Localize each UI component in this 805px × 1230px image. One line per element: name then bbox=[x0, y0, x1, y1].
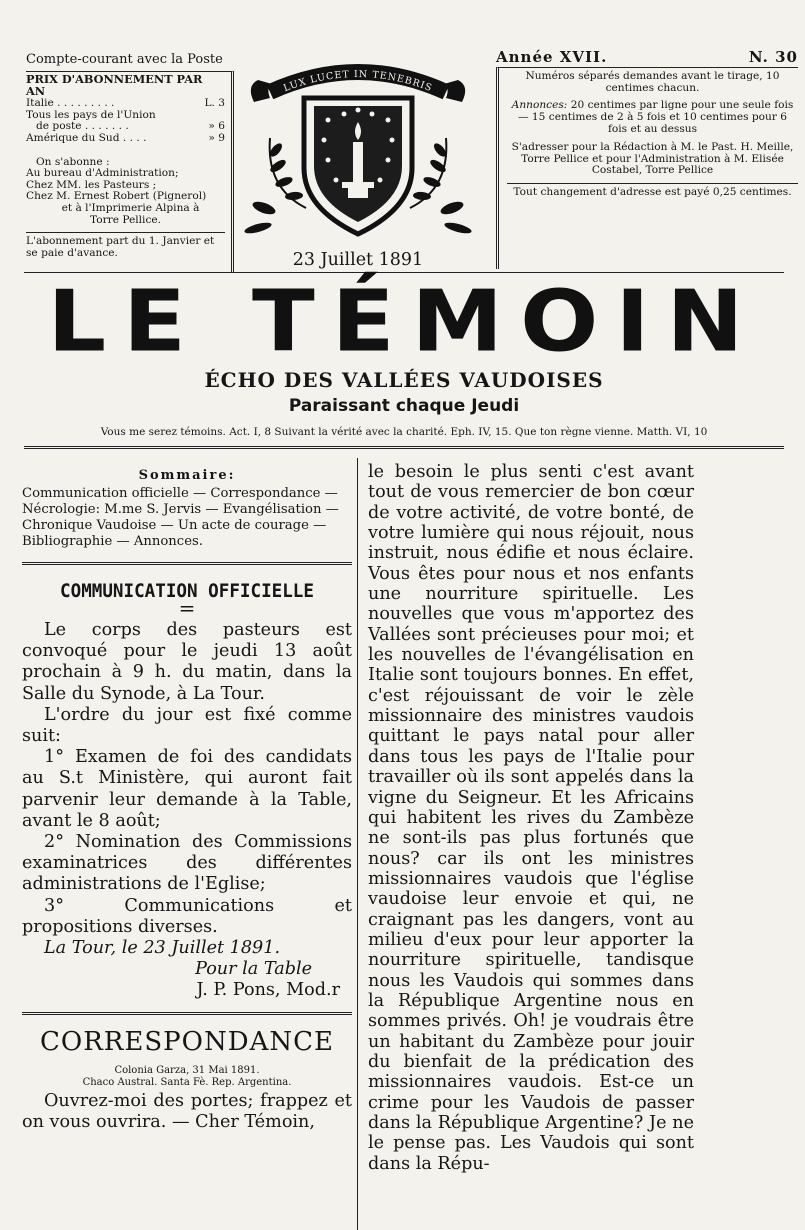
waldensian-emblem bbox=[236, 58, 480, 246]
annonces-text: 20 centimes par ligne pour une seule fois — 15 centimes de 2 à 5 fois et 10 centimes pour 6 fois et au dessus bbox=[517, 99, 794, 135]
price-label: de poste . . . . . . . bbox=[36, 120, 129, 133]
heading-mark: = bbox=[178, 596, 196, 620]
letter-place-date: Colonia Garza, 31 Mai 1891. bbox=[114, 1064, 260, 1076]
subscription-note: L'abonnement part du 1. Janvier et se paie d'avance. bbox=[26, 232, 225, 259]
info-panel bbox=[496, 48, 798, 269]
annonces-note bbox=[507, 100, 798, 135]
postal-account: Compte-courant avec la Poste bbox=[26, 52, 223, 67]
letter-opening bbox=[22, 1091, 352, 1133]
newspaper-subtitle: ÉCHO DES VALLÉES VAUDOISES bbox=[204, 368, 604, 392]
subscription-panel bbox=[26, 52, 234, 272]
subscribe-heading: On s'abonne : bbox=[36, 155, 110, 168]
agenda-item: 3° Communications et propositions diverses. bbox=[22, 895, 352, 937]
dateline: La Tour, le 23 Juillet 1891. bbox=[44, 938, 281, 959]
section-rule bbox=[22, 562, 352, 565]
issue-number: N. 30 bbox=[748, 48, 798, 66]
subscription-title: PRIX D'ABONNEMENT PAR AN bbox=[26, 72, 203, 98]
paragraph: le besoin le plus senti c'est avant tout de vous remercier de bon cœur de votre activité, de votre bonté, de votre lumière qui nous réjouit, nous instruit, nous édifie et nous éclaire. Vous êtes pour nous et nos enfants une nourriture spirituelle. Les nouvelles que vous m'apportez des Vallées sont précieuses pour moi; et les nouvelles de l'évangélisation en Italie sont toujours bonnes. En effet, c'est réjouissant de voir le zèle missionnaire des ministres vaudois quittant le pays natal pour aller dans tous les pays de l'Italie pour travailler où ils sont appelés dans la vigne du Seigneur. Et les Africains qui habitent les rives du Zambèze ne sont-ils pas plus fortunés que nous? car ils ont les ministres missionnaires vaudois que l'église vaudoise leur envoie et qui, ne craignant pas les dangers, vont au milieu d'eux pour leur apporter la nourriture spirituelle, tandisque nous les Vaudois qui sommes dans la République Argentine nous en sommes privés. Oh! je voudrais être un habitant du Zambèze pour jouir du bienfait de la prédication des missionnaires vaudois. Est-ce un crime pour les Vaudois de passer dans la République Argentine? Je ne le pense pas. Les Vaudois qui sont dans la Répu- bbox=[368, 462, 694, 1174]
subscribe-place: Torre Pellice. bbox=[89, 213, 162, 226]
left-column bbox=[22, 462, 352, 1133]
masthead-rule bbox=[24, 446, 784, 449]
communication-heading: COMMUNICATION OFFICIELLE bbox=[60, 581, 314, 602]
price-value: » 6 bbox=[208, 120, 225, 133]
price-row-amerique bbox=[26, 133, 225, 145]
emblem-motto: LUX LUCET IN TENEBRIS bbox=[282, 68, 434, 95]
agenda-item: 1° Examen de foi des candidats au S.t Ministère, qui auront fait parvenir leur demande à la Table, avant le 8 août; bbox=[22, 747, 352, 831]
sommaire-title: Sommaire: bbox=[138, 468, 236, 483]
letter-continuation bbox=[368, 462, 694, 1174]
subscribe-place: Au bureau d'Administration; bbox=[26, 167, 179, 180]
newspaper-tagline: Paraissant chaque Jeudi bbox=[288, 396, 520, 416]
year-label: Année XVII. bbox=[496, 48, 608, 66]
price-value: » 9 bbox=[208, 131, 225, 144]
paragraph: L'ordre du jour est fixé comme suit: bbox=[22, 704, 352, 747]
issue-date: 23 Juillet 1891 bbox=[292, 250, 424, 270]
communication-body bbox=[22, 620, 352, 1002]
subscribe-place: Chez MM. les Pasteurs ; bbox=[26, 178, 157, 191]
price-label: Tous les pays de l'Union bbox=[26, 108, 156, 121]
subscribe-place: et à l'Imprimerie Alpina à bbox=[61, 201, 200, 214]
letter-region: Chaco Austral. Santa Fè. Rep. Argentina. bbox=[82, 1076, 292, 1088]
signature-title: Pour la Table bbox=[195, 959, 312, 980]
section-rule bbox=[22, 1012, 352, 1015]
letter-location bbox=[22, 1065, 352, 1089]
paragraph: Ouvrez-moi des portes; frappez et on vous ouvrira. — Cher Témoin, bbox=[22, 1090, 352, 1132]
right-column bbox=[368, 462, 694, 1174]
paragraph: Le corps des pasteurs est convoqué pour le jeudi 13 août prochain à 9 h. du matin, dans la Salle du Synode, à La Tour. bbox=[22, 620, 352, 704]
newspaper-motto: Vous me serez témoins. Act. I, 8 Suivant la vérité avec la charité. Eph. IV, 15. Que ton règne vienne. Matth. VI, 10 bbox=[100, 426, 708, 438]
redaction-note: S'adresser pour la Rédaction à M. le Past. H. Meille, Torre Pellice et pour l'Administration à M. Elisée Costabel, Torre Pellice bbox=[511, 140, 794, 177]
agenda-item: 2° Nomination des Commissions examinatrices des différentes administrations de l'Eglise; bbox=[22, 832, 352, 895]
issue-line bbox=[496, 48, 798, 66]
price-label: Italie . . . . . . . . . bbox=[26, 97, 115, 110]
sommaire-text: Communication officielle — Correspondance — Nécrologie: M.me S. Jervis — Evangélisation — Chronique Vaudoise — Un acte de courage — Bibliographie — Annonces. bbox=[22, 486, 339, 549]
price-value: L. 3 bbox=[204, 97, 225, 110]
subscription-box bbox=[26, 71, 234, 272]
newspaper-title: LE TÉMOIN bbox=[47, 272, 761, 371]
correspondance-heading: CORRESPONDANCE bbox=[40, 1026, 334, 1057]
info-box bbox=[496, 67, 798, 269]
column-separator bbox=[357, 458, 358, 1230]
price-label: Amérique du Sud . . . . bbox=[26, 131, 147, 144]
address-change-note: Tout changement d'adresse est payé 0,25 centimes. bbox=[507, 183, 798, 199]
annonces-label: Annonces: bbox=[511, 99, 568, 112]
numeros-note: Numéros séparés demandes avant le tirage, 10 centimes chacun. bbox=[525, 69, 780, 94]
subscribe-place: Chez M. Ernest Robert (Pignerol) bbox=[26, 190, 207, 203]
signature: J. P. Pons, Mod.r bbox=[196, 980, 340, 1001]
